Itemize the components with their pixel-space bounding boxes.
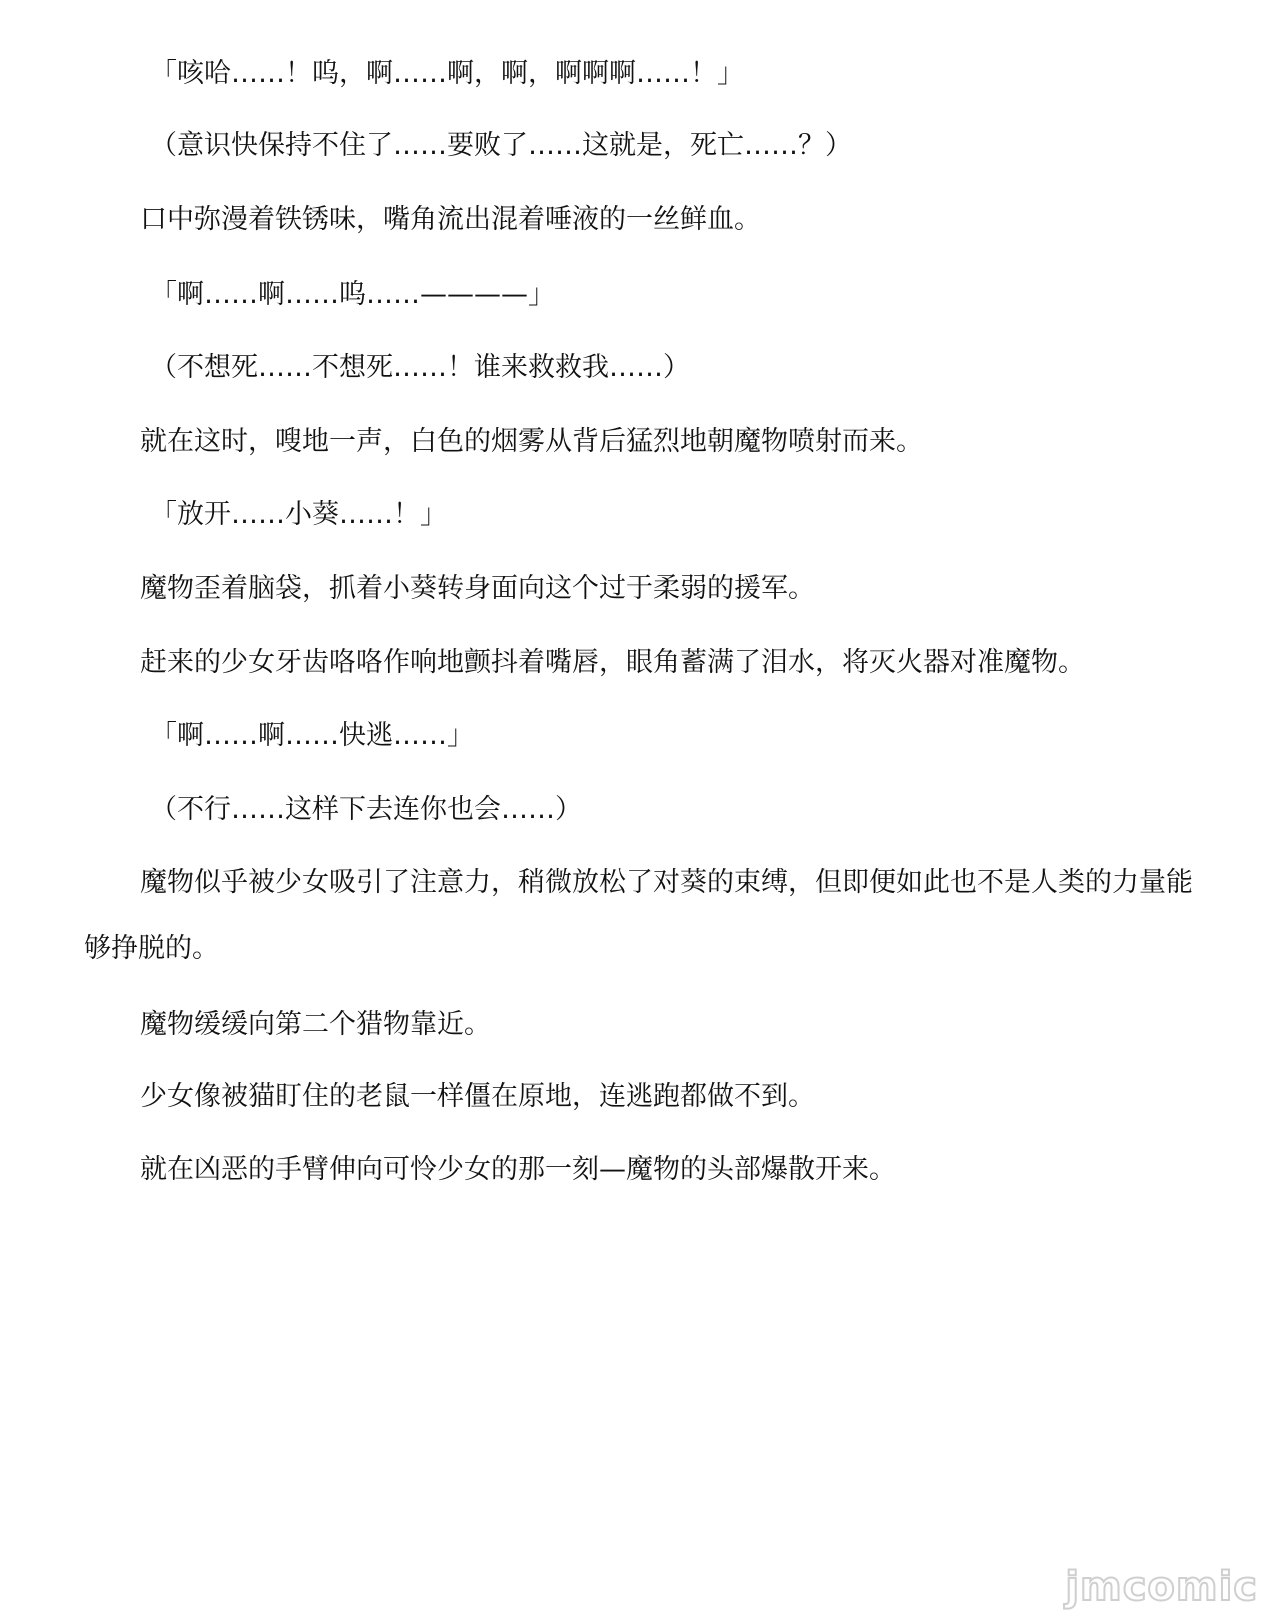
paragraph-11: （不行……这样下去连你也会……） bbox=[150, 794, 582, 825]
paragraph-7: 「放开……小葵……！」 bbox=[150, 499, 447, 530]
paragraph-3: 口中弥漫着铁锈味，嘴角流出混着唾液的一丝鲜血。 bbox=[140, 204, 761, 235]
paragraph-12: 魔物似乎被少女吸引了注意力，稍微放松了对葵的束缚，但即便如此也不是人类的力量能够挣脱的。 bbox=[84, 867, 1193, 964]
paragraph-14: 少女像被猫盯住的老鼠一样僵在原地，连逃跑都做不到。 bbox=[140, 1081, 815, 1112]
paragraph-15: 就在凶恶的手臂伸向可怜少女的那一刻—魔物的头部爆散开来。 bbox=[140, 1154, 896, 1185]
paragraph-1: 「咳哈……！呜，啊……啊，啊，啊啊啊……！」 bbox=[150, 58, 744, 89]
paragraph-5: （不想死……不想死……！谁来救救我……） bbox=[150, 352, 690, 383]
watermark-logo: jmcomic bbox=[1065, 1564, 1258, 1610]
paragraph-6: 就在这时，嗖地一声，白色的烟雾从背后猛烈地朝魔物喷射而来。 bbox=[140, 426, 923, 457]
paragraph-2: （意识快保持不住了……要败了……这就是，死亡……？） bbox=[150, 130, 852, 161]
paragraph-9: 赶来的少女牙齿咯咯作响地颤抖着嘴唇，眼角蓄满了泪水，将灭火器对准魔物。 bbox=[140, 647, 1085, 678]
paragraph-8: 魔物歪着脑袋，抓着小葵转身面向这个过于柔弱的援军。 bbox=[140, 573, 815, 604]
paragraph-4: 「啊……啊……呜……————」 bbox=[150, 279, 555, 310]
paragraph-10: 「啊……啊……快逃……」 bbox=[150, 720, 474, 751]
paragraph-13: 魔物缓缓向第二个猎物靠近。 bbox=[140, 1009, 491, 1040]
